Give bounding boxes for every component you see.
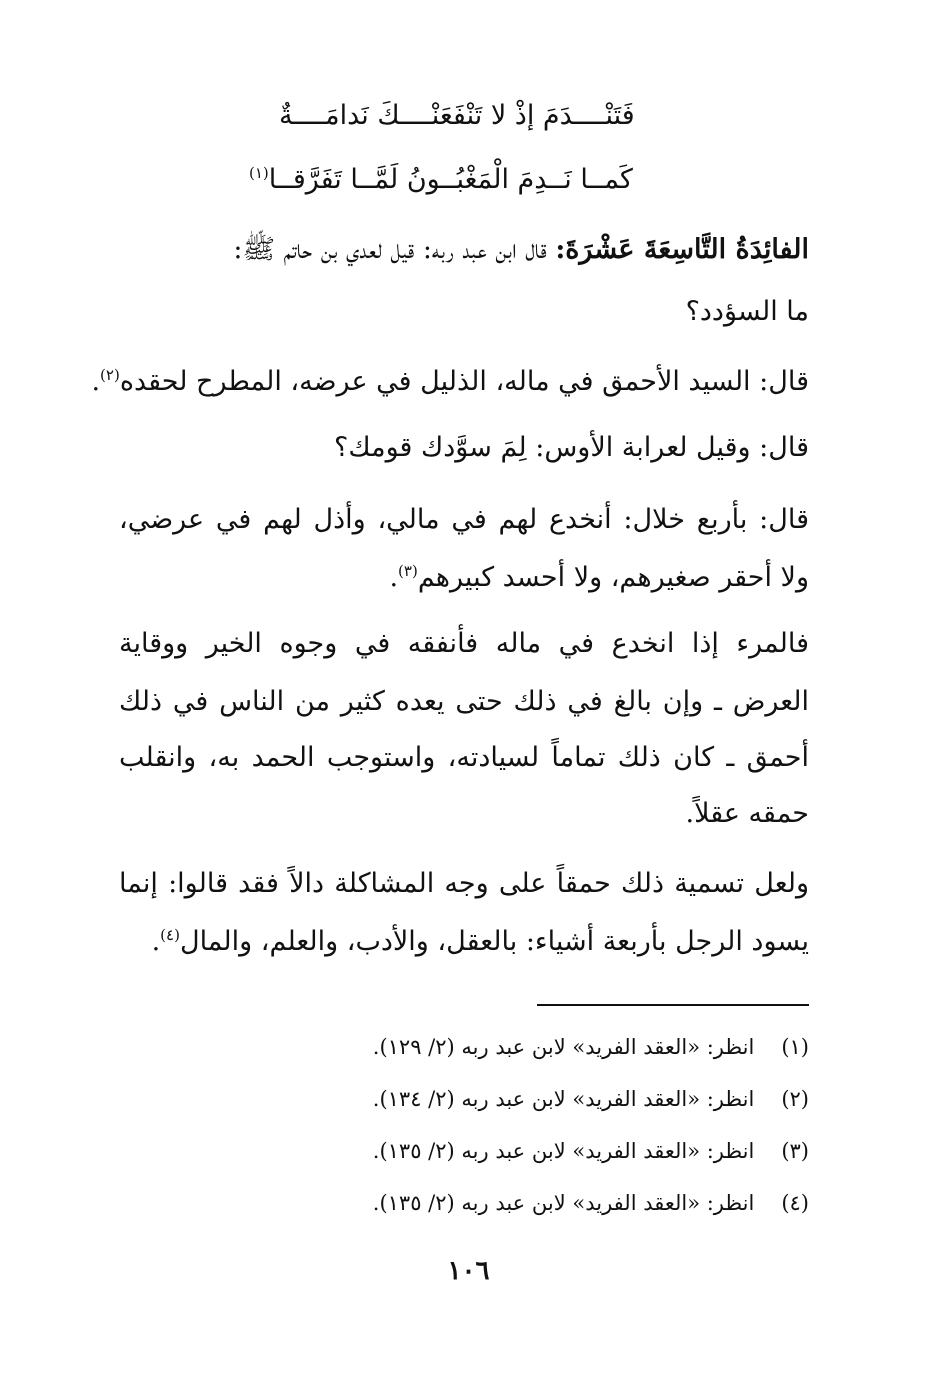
section-line-2: [119, 292, 809, 332]
answer-2-line-1-text: قال: بأربع خلال: أنخدع لهم في مالي، وأذل لهم في عرضي،: [119, 504, 809, 535]
page-number: ١٠٦: [447, 1256, 490, 1286]
paragraph-1-line-2: [119, 682, 809, 722]
section-line-2-text: ما السؤدد؟: [685, 296, 809, 327]
answer-2-end: .: [389, 562, 399, 593]
question-2-line: [119, 428, 809, 468]
paragraph-1-line-1-text: فالمرء إذا انخدع في ماله فأنفقه في وجوه الخير ووقاية: [119, 628, 809, 659]
footnote-2-number: (٢): [781, 1087, 809, 1111]
paragraph-1-line-1: [119, 624, 809, 664]
footnote-ref-3: (٣): [398, 562, 418, 580]
verse-line-1: [279, 96, 809, 136]
verse-line-2-text: كَمــا نَــدِمَ الْمَغْبُــونُ لَمَّــا تَفَرَّقــا: [268, 164, 633, 195]
section-line-1: [119, 230, 809, 270]
section-heading: الفائِدَةُ التَّاسِعَةَ عَشْرَةَ:: [555, 234, 809, 265]
footnote-3: [209, 1136, 809, 1166]
answer-2-line-2-text: ولا أحقر صغيرهم، ولا أحسد كبيرهم: [417, 562, 809, 593]
footnote-4: [209, 1188, 809, 1218]
answer-2-line-1: [119, 500, 809, 540]
section-line-1-text: قال ابن عبد ربه: قيل لعدي بن حاتم ﷺ:: [233, 234, 547, 265]
paragraph-1-line-4-text: حمقه عقلاً.: [685, 798, 809, 829]
footnote-4-number: (٤): [781, 1191, 809, 1215]
footnote-1-number: (١): [781, 1035, 809, 1059]
footnote-1: [209, 1032, 809, 1062]
answer-1-line: [91, 362, 809, 402]
paragraph-2-line-2: [119, 922, 809, 962]
footnote-ref-4: (٤): [160, 926, 180, 944]
footnote-1-text: انظر: «العقد الفريد» لابن عبد ربه (٢/ ١٢٩).: [372, 1035, 755, 1059]
footnote-2: [209, 1084, 809, 1114]
footnote-3-number: (٣): [781, 1139, 809, 1163]
answer-1-end: .: [91, 366, 101, 397]
answer-2-line-2: [119, 558, 809, 598]
paragraph-1-line-4: [119, 794, 809, 834]
paragraph-1-line-3: [119, 738, 809, 778]
question-2-text: قال: وقيل لعرابة الأوس: لِمَ سوَّدك قومك؟: [334, 432, 809, 463]
answer-1-text: قال: السيد الأحمق في ماله، الذليل في عرضه، المطرح لحقده: [119, 366, 809, 397]
footnote-3-text: انظر: «العقد الفريد» لابن عبد ربه (٢/ ١٣٥).: [372, 1139, 755, 1163]
paragraph-2-line-1: [119, 864, 809, 904]
footnote-4-text: انظر: «العقد الفريد» لابن عبد ربه (٢/ ١٣٥).: [372, 1191, 755, 1215]
verse-line-2: [249, 160, 809, 200]
footnote-ref-1: (١): [249, 164, 269, 182]
footnote-ref-2: (٢): [100, 366, 120, 384]
verse-line-1-text: فَتَنْــــدَمَ إذْ لا تَنْفَعَنْــــكَ نَدامَــــةٌ: [279, 100, 635, 131]
footnote-divider: [537, 1004, 809, 1006]
paragraph-2-end: .: [151, 926, 161, 957]
footnote-2-text: انظر: «العقد الفريد» لابن عبد ربه (٢/ ١٣٤).: [372, 1087, 755, 1111]
paragraph-1-line-2-text: العرض ـ وإن بالغ في ذلك حتى يعده كثير من الناس في ذلك: [119, 686, 809, 717]
paragraph-1-line-3-text: أحمق ـ كان ذلك تماماً لسيادته، واستوجب الحمد به، وانقلب: [119, 742, 809, 773]
paragraph-2-line-1-text: ولعل تسمية ذلك حمقاً على وجه المشاكلة دالاً فقد قالوا: إنما: [119, 868, 809, 899]
paragraph-2-line-2-text: يسود الرجل بأربعة أشياء: بالعقل، والأدب، والعلم، والمال: [179, 926, 809, 957]
